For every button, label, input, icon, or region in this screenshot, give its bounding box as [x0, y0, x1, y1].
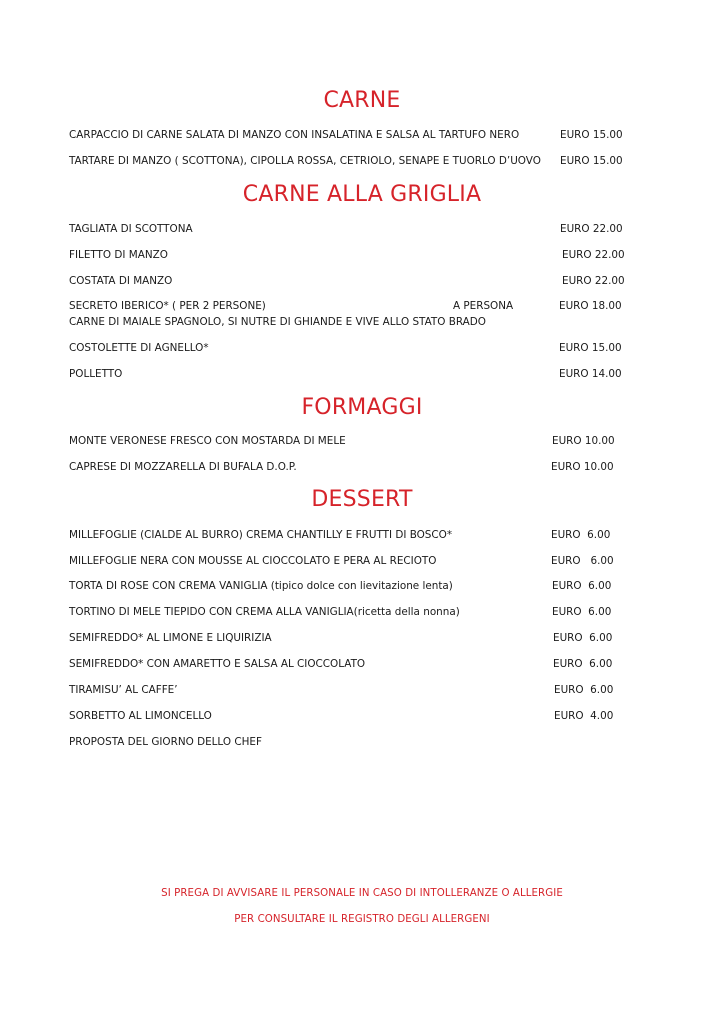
menu-item — [0, 340, 724, 356]
item-name: POLLETTO — [69, 368, 123, 380]
item-name: COSTATA DI MANZO — [69, 275, 173, 287]
item-price: EURO 15.00 — [559, 342, 622, 354]
item-name: TORTA DI ROSE CON CREMA VANIGLIA (tipico dolce con lievitazione lenta) — [69, 580, 453, 592]
menu-item — [0, 273, 724, 289]
item-price: EURO 6.00 — [552, 580, 612, 592]
item-name: CAPRESE DI MOZZARELLA DI BUFALA D.O.P. — [69, 461, 297, 473]
menu-item — [0, 247, 724, 263]
item-name: SEMIFREDDO* CON AMARETTO E SALSA AL CIOCCOLATO — [69, 658, 366, 670]
menu-item — [0, 527, 724, 543]
item-price: EURO 22.00 — [560, 223, 623, 235]
item-price: EURO 6.00 — [551, 529, 611, 541]
item-name: PROPOSTA DEL GIORNO DELLO CHEF — [69, 736, 262, 748]
menu-item — [0, 656, 724, 672]
section-title-carne: CARNE — [323, 88, 401, 113]
item-name: TAGLIATA DI SCOTTONA — [69, 223, 193, 235]
item-name: FILETTO DI MANZO — [69, 249, 168, 261]
item-name: COSTOLETTE DI AGNELLO* — [69, 342, 209, 354]
allergy-notice: SI PREGA DI AVVISARE IL PERSONALE IN CASO DI INTOLLERANZE O ALLERGIE — [161, 888, 563, 899]
item-name: TIRAMISU’ AL CAFFE’ — [69, 684, 178, 696]
item-price: EURO 6.00 — [554, 684, 614, 696]
item-name: SECRETO IBERICO* ( PER 2 PERSONE) — [69, 300, 266, 312]
menu-item — [0, 366, 724, 382]
item-price: EURO 6.00 — [551, 555, 614, 567]
menu-item — [0, 553, 724, 569]
menu-item — [0, 433, 724, 449]
item-note: A PERSONA — [453, 300, 514, 312]
menu-item — [0, 459, 724, 475]
menu-item — [0, 734, 724, 750]
item-name: SORBETTO AL LIMONCELLO — [69, 710, 212, 722]
item-name: MONTE VERONESE FRESCO CON MOSTARDA DI MELE — [69, 435, 346, 447]
item-price: EURO 15.00 — [560, 129, 623, 141]
menu-item — [0, 127, 724, 143]
item-name: CARPACCIO DI CARNE SALATA DI MANZO CON INSALATINA E SALSA AL TARTUFO NERO — [69, 129, 520, 141]
menu-item — [0, 298, 724, 314]
menu-item — [0, 682, 724, 698]
section-title-formaggi: FORMAGGI — [301, 395, 423, 420]
item-price: EURO 6.00 — [553, 658, 613, 670]
item-price: EURO 4.00 — [554, 710, 614, 722]
item-name: TARTARE DI MANZO ( SCOTTONA), CIPOLLA ROSSA, CETRIOLO, SENAPE E TUORLO D’UOVO — [69, 155, 541, 167]
item-price: EURO 15.00 — [560, 155, 623, 167]
menu-item-description — [0, 314, 724, 330]
menu-item — [0, 708, 724, 724]
item-price: EURO 18.00 — [559, 300, 622, 312]
allergen-register-notice: PER CONSULTARE IL REGISTRO DEGLI ALLERGENI — [234, 914, 490, 925]
item-name: TORTINO DI MELE TIEPIDO CON CREMA ALLA VANIGLIA(ricetta della nonna) — [69, 606, 460, 618]
menu-item — [0, 221, 724, 237]
item-price: EURO 22.00 — [562, 275, 625, 287]
section-title-dessert: DESSERT — [311, 487, 413, 512]
item-name: SEMIFREDDO* AL LIMONE E LIQUIRIZIA — [69, 632, 272, 644]
item-description: CARNE DI MAIALE SPAGNOLO, SI NUTRE DI GHIANDE E VIVE ALLO STATO BRADO — [69, 316, 486, 328]
menu-item — [0, 630, 724, 646]
section-title-carne-alla-griglia: CARNE ALLA GRIGLIA — [242, 182, 482, 207]
item-price: EURO 14.00 — [559, 368, 622, 380]
item-price: EURO 6.00 — [553, 632, 613, 644]
menu-item — [0, 578, 724, 594]
menu-item — [0, 604, 724, 620]
item-price: EURO 10.00 — [552, 435, 615, 447]
item-name: MILLEFOGLIE NERA CON MOUSSE AL CIOCCOLATO E PERA AL RECIOTO — [69, 555, 437, 567]
item-name: MILLEFOGLIE (CIALDE AL BURRO) CREMA CHANTILLY E FRUTTI DI BOSCO* — [69, 529, 453, 541]
item-price: EURO 10.00 — [551, 461, 614, 473]
item-price: EURO 6.00 — [552, 606, 612, 618]
item-price: EURO 22.00 — [562, 249, 625, 261]
menu-item — [0, 153, 724, 169]
